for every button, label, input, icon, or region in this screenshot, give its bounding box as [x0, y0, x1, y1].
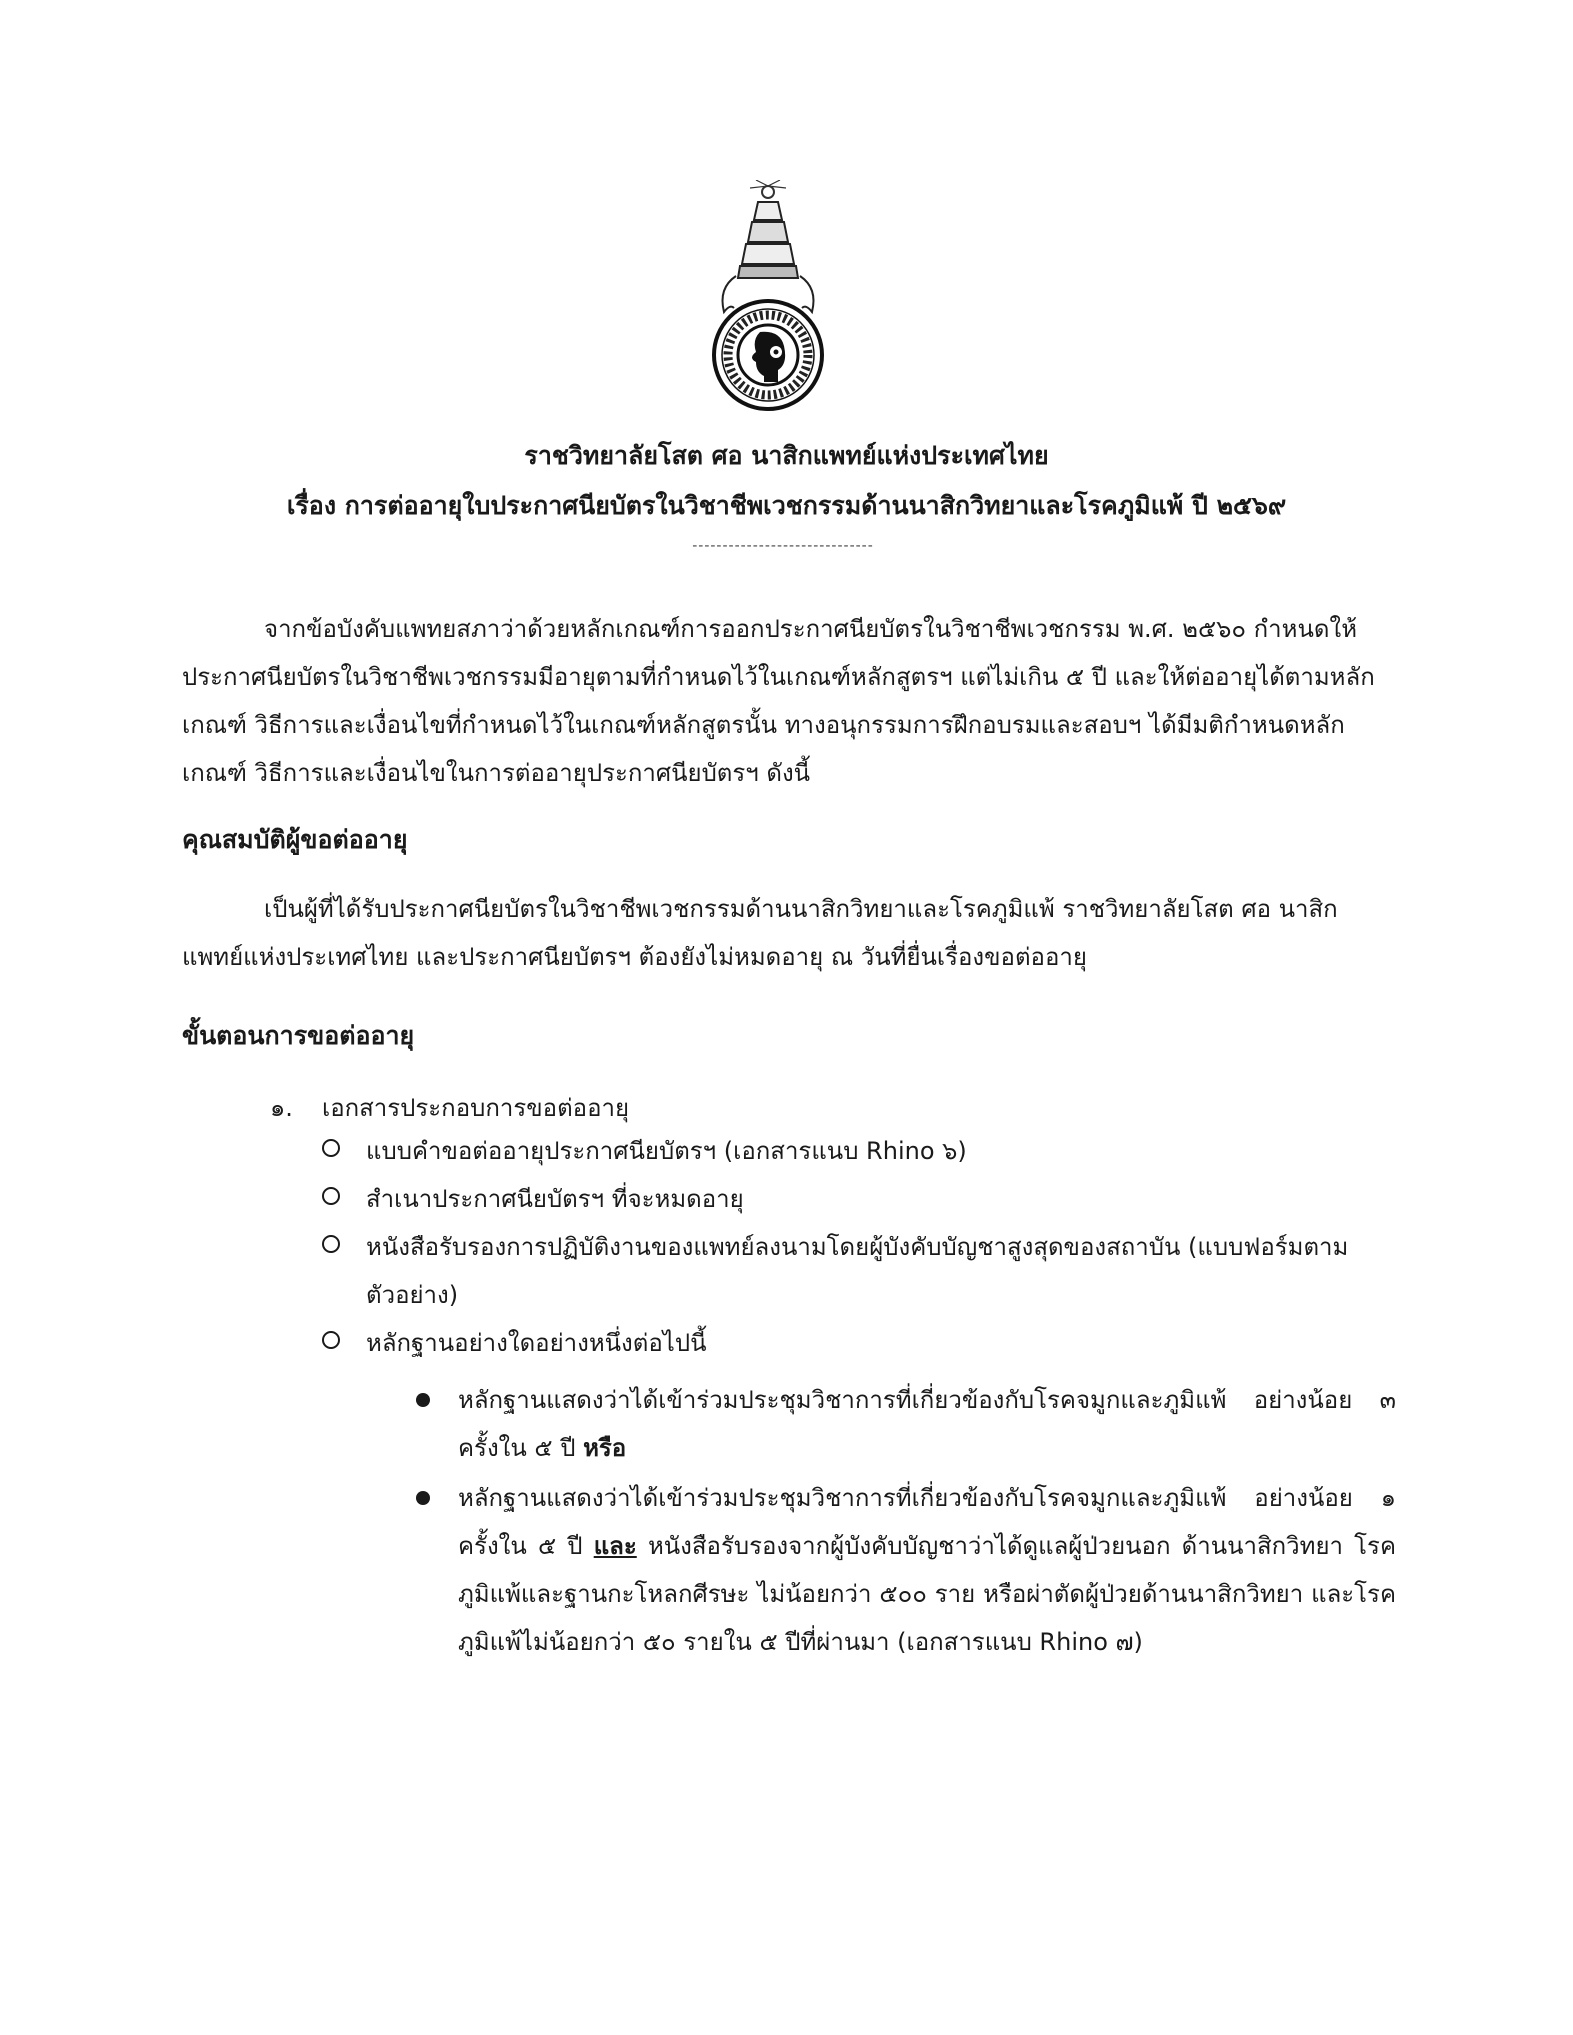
evidence-option-2-text-b: หนังสือรับรองจากผู้บังคับบัญชาว่าได้ดูแลผู้ป่วยนอก ด้านนาสิกวิทยา โรคภูมิแพ้และฐานกะโหลกศีรษะ ไม่น้อยกว่า ๕๐๐ ราย หรือผ่าตัดผู้ป่วยด้านนาสิกวิทยา และโรคภูมิแพ้ไม่น้อยกว่า ๕๐ รายใน ๕ ปีที่ผ่านมา (เอกสารแนบ Rhino ๗) [458, 1532, 1396, 1656]
filled-bullet-icon [416, 1491, 430, 1505]
intro-text: จากข้อบังคับแพทยสภาว่าด้วยหลักเกณฑ์การออกประกาศนียบัตรในวิชาชีพเวชกรรม พ.ศ. ๒๕๖๐ กำหนดให้ประกาศนียบัตรในวิชาชีพเวชกรรมมีอายุตามที่กำหนดไว้ในเกณฑ์หลักสูตรฯ แต่ไม่เกิน ๕ ปี และให้ต่ออายุได้ตามหลักเกณฑ์ วิธีการและเงื่อนไขที่กำหนดไว้ในเกณฑ์หลักสูตรนั้น ทางอนุกรรมการฝึกอบรมและสอบฯ ได้มีมติกำหนดหลักเกณฑ์ วิธีการและเงื่อนไขในการต่ออายุประกาศนียบัตรฯ ดังนี้ [182, 615, 1375, 787]
document-subject: เรื่อง การต่ออายุใบประกาศนียบัตรในวิชาชีพเวชกรรมด้านนาสิกวิทยาและโรคภูมิแพ้ ปี ๒๕๖๙ [286, 491, 1287, 520]
hollow-bullet-icon [322, 1331, 340, 1349]
document-title: ราชวิทยาลัยโสต ศอ นาสิกแพทย์แห่งประเทศไทย [524, 441, 1049, 470]
sub-item-text: สำเนาประกาศนียบัตรฯ ที่จะหมดอายุ [366, 1185, 744, 1213]
evidence-option-2-text-a: หลักฐานแสดงว่าได้เข้าร่วมประชุมวิชาการที่เกี่ยวข้องกับโรคจมูกและภูมิแพ้ อย่างน้อย ๑ ครั้งใน ๕ ปี [458, 1484, 1396, 1560]
filled-bullet-icon [416, 1393, 430, 1407]
step-number: ๑. [270, 1094, 293, 1122]
qualification-heading: คุณสมบัติผู้ขอต่ออายุ [182, 825, 408, 854]
evidence-option-text [458, 1376, 1396, 1472]
title-divider: ------------------------------ [692, 538, 874, 554]
hollow-bullet-icon [322, 1139, 340, 1157]
royal-college-seal-icon [712, 180, 824, 430]
sub-item-text: หลักฐานอย่างใดอย่างหนึ่งต่อไปนี้ [366, 1329, 707, 1357]
qualification-text: เป็นผู้ที่ได้รับประกาศนียบัตรในวิชาชีพเวชกรรมด้านนาสิกวิทยาและโรคภูมิแพ้ ราชวิทยาลัยโสต ศอ นาสิก แพทย์แห่งประเทศไทย และประกาศนียบัตรฯ ต้องยังไม่หมดอายุ ณ วันที่ยื่นเรื่องขอต่ออายุ [182, 895, 1338, 971]
evidence-option-text [458, 1474, 1396, 1666]
qualification-paragraph [182, 885, 1396, 981]
steps-heading: ขั้นตอนการขอต่ออายุ [182, 1021, 415, 1050]
and-keyword: และ [593, 1532, 637, 1560]
hollow-bullet-icon [322, 1235, 340, 1253]
sub-item-text: หนังสือรับรองการปฏิบัติงานของแพทย์ลงนามโดยผู้บังคับบัญชาสูงสุดของสถาบัน (แบบฟอร์มตามตัวอย่าง) [366, 1233, 1349, 1309]
sub-item-text: แบบคำขอต่ออายุประกาศนียบัตรฯ (เอกสารแนบ Rhino ๖) [366, 1137, 967, 1165]
or-keyword: หรือ [583, 1434, 627, 1462]
step-label: เอกสารประกอบการขอต่ออายุ [322, 1094, 630, 1122]
intro-paragraph [182, 605, 1396, 797]
evidence-option-1-text: หลักฐานแสดงว่าได้เข้าร่วมประชุมวิชาการที่เกี่ยวข้องกับโรคจมูกและภูมิแพ้ อย่างน้อย ๓ ครั้งใน ๕ ปี [458, 1386, 1396, 1462]
hollow-bullet-icon [322, 1187, 340, 1205]
step-item-1 [270, 1086, 629, 1130]
